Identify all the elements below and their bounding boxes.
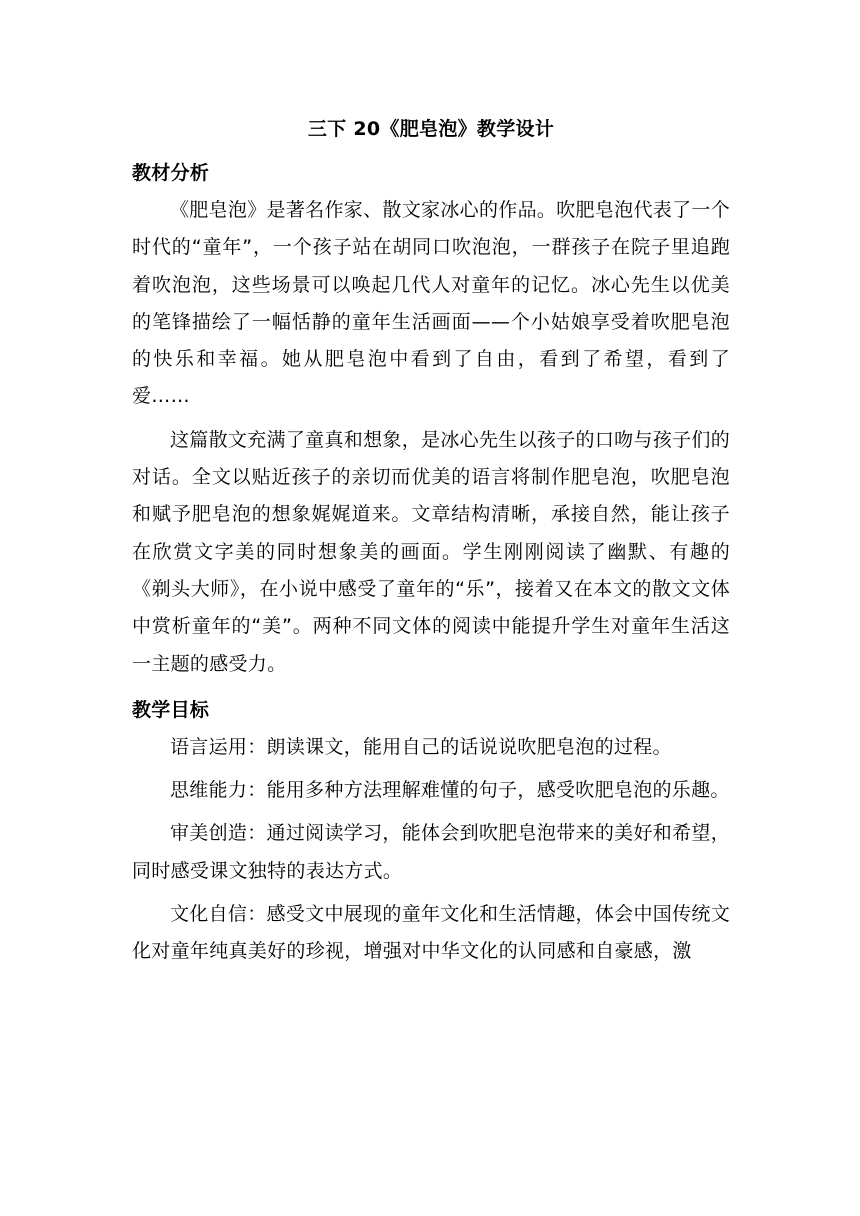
section-heading-analysis: 教材分析 [132,162,210,184]
analysis-paragraph-2: 这篇散文充满了童真和想象，是冰心先生以孩子的口吻与孩子们的对话。全文以贴近孩子的亲切而优美的语言将制作肥皂泡，吹肥皂泡和赋予肥皂泡的想象娓娓道来。文章结构清晰，承接自然，能让孩子在欣赏文字美的同时想象美的画面。学生刚刚阅读了幽默、有趣的《剃头大师》，在小说中感受了童年的“乐”，接着又在本文的散文文体中赏析童年的“美”。两种不同文体的阅读中能提升学生对童年生活这一主题的感受力。 [132,428,730,675]
section-heading-goals: 教学目标 [132,698,210,721]
goal-thinking: 思维能力：能用多种方法理解难懂的句子，感受吹肥皂泡的乐趣。 [170,779,730,802]
goal-aesthetic: 审美创造：通过阅读学习，能体会到吹肥皂泡带来的美好和希望，同时感受课文独特的表达方式。 [132,822,730,882]
goal-language: 语言运用：朗读课文，能用自己的话说说吹肥皂泡的过程。 [170,735,672,758]
analysis-paragraph-1: 《肥皂泡》是著名作家、散文家冰心的作品。吹肥皂泡代表了一个时代的“童年”，一个孩子站在胡同口吹泡泡，一群孩子在院子里追跑着吹泡泡，这些场景可以唤起几代人对童年的记忆。冰心先生以优美的笔锋描绘了一幅恬静的童年生活画面——个小姑娘享受着吹肥皂泡的快乐和幸福。她从肥皂泡中看到了自由，看到了希望，看到了爱…… [132,199,730,408]
goal-culture: 文化自信：感受文中展现的童年文化和生活情趣，体会中国传统文化对童年纯真美好的珍视，增强对中华文化的认同感和自豪感，激 [132,903,730,963]
document-title: 三下 20《肥皂泡》教学设计 [307,118,555,140]
